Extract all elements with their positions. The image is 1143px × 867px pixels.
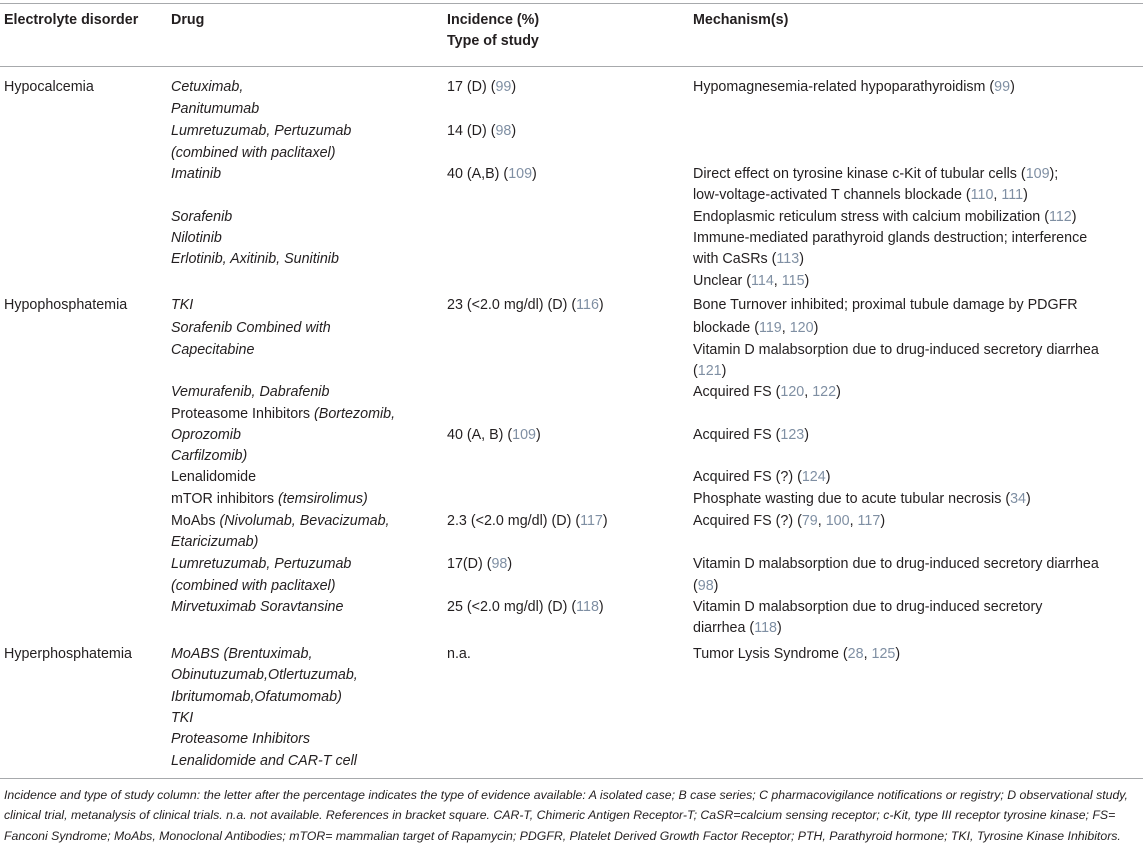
separator: , — [781, 320, 790, 336]
incidence-cell — [447, 425, 541, 446]
drug-cell: Cetuximab, — [171, 79, 244, 95]
reference-link[interactable]: 124 — [801, 469, 826, 485]
paren: ) — [1026, 491, 1031, 507]
paren: ( — [693, 363, 698, 379]
drug-cell: Oprozomib — [171, 427, 241, 443]
drug-cell: Capecitabine — [171, 342, 255, 358]
paren: ) — [598, 297, 604, 313]
drug-cell: Panitumumab — [171, 101, 260, 117]
incidence-cell — [447, 554, 512, 575]
incidence-text: 40 (A, B) ( — [447, 427, 513, 443]
drug-cell: Ibritumomab,Ofatumomab) — [171, 689, 342, 705]
incidence-text: 17 (D) ( — [447, 79, 496, 95]
drug-cell: (combined with paclitaxel) — [171, 578, 336, 594]
mechanism-cell — [693, 164, 1058, 185]
paren: ) — [799, 251, 804, 267]
paren: ) — [804, 427, 810, 443]
incidence-cell — [447, 295, 604, 316]
mechanism-cell: Immune-mediated parathyroid glands destruction; interference — [693, 230, 1088, 246]
header-drug: Drug — [171, 12, 205, 28]
mechanism-cell: Vitamin D malabsorption due to drug-induced secretory diarrhea — [693, 342, 1099, 358]
paren: ) — [1010, 79, 1015, 95]
header-incidence: Incidence (%) — [447, 12, 540, 28]
mechanism-text: low-voltage-activated T channels blockade ( — [693, 187, 971, 203]
mechanism-cell — [693, 382, 841, 403]
incidence-text: 40 (A,B) ( — [447, 166, 509, 182]
reference-link[interactable]: 121 — [697, 363, 722, 379]
mechanism-text: Phosphate wasting due to acute tubular necrosis ( — [693, 491, 1011, 507]
drug-cell: Lumretuzumab, Pertuzumab — [171, 123, 352, 139]
drug-names: (Bortezomib, — [314, 406, 396, 422]
reference-link[interactable]: 98 — [495, 123, 512, 139]
drug-cell: Carfilzomib) — [171, 448, 248, 464]
drug-cell: Lenalidomide and CAR-T cell — [171, 753, 357, 769]
drug-cell: Lumretuzumab, Pertuzumab — [171, 556, 352, 572]
disorder-hyperphosphatemia: Hyperphosphatemia — [4, 646, 132, 662]
paren: ) — [777, 620, 782, 636]
drug-cell: Obinutuzumab,Otlertuzumab, — [171, 667, 358, 683]
mechanism-text: Acquired FS ( — [693, 384, 781, 400]
incidence-cell: n.a. — [447, 646, 471, 662]
reference-link[interactable]: 117 — [580, 513, 603, 529]
mechanism-cell — [693, 467, 830, 488]
header-electrolyte-disorder: Electrolyte disorder — [4, 12, 139, 28]
drug-cell: Imatinib — [171, 166, 222, 182]
header-type-of-study: Type of study — [447, 33, 539, 49]
reference-link[interactable]: 34 — [1010, 491, 1027, 507]
drug-cell: (combined with paclitaxel) — [171, 145, 336, 161]
drug-cell: Mirvetuximab Soravtansine — [171, 599, 344, 615]
separator: , — [804, 384, 813, 400]
mechanism-text: Direct effect on tyrosine kinase c-Kit of tubular cells ( — [693, 166, 1026, 182]
paren: ) — [836, 384, 841, 400]
incidence-text: 23 (<2.0 mg/dl) (D) ( — [447, 297, 577, 313]
reference-link[interactable]: 113 — [776, 251, 800, 267]
mechanism-cell — [693, 618, 782, 639]
mechanism-cell: Vitamin D malabsorption due to drug-induced secretory — [693, 599, 1043, 615]
mechanism-cell — [693, 644, 900, 665]
separator: , — [773, 273, 782, 289]
drug-cell — [171, 511, 390, 532]
drug-cell: Sorafenib — [171, 209, 233, 225]
paren: ) — [598, 599, 604, 615]
mechanism-text: with CaSRs ( — [693, 251, 777, 267]
mechanism-cell — [693, 271, 809, 292]
reference-link[interactable]: 109 — [508, 166, 533, 182]
drug-cell: Erlotinib, Axitinib, Sunitinib — [171, 251, 339, 267]
paren: ) — [1071, 209, 1077, 225]
reference-link[interactable]: 79 — [801, 513, 818, 529]
mechanism-text: Unclear ( — [693, 273, 751, 289]
drug-class: MoAbs — [171, 513, 220, 529]
reference-link[interactable]: 99 — [994, 79, 1011, 95]
reference-link[interactable]: 112 — [1048, 209, 1072, 225]
drug-class: mTOR inhibitors — [171, 491, 278, 507]
drug-cell: TKI — [171, 297, 194, 313]
mechanism-text: Tumor Lysis Syndrome ( — [693, 646, 848, 662]
mechanism-cell — [693, 77, 1015, 98]
incidence-cell — [447, 121, 516, 142]
paren: ) — [511, 123, 517, 139]
mechanism-text: blockade ( — [693, 320, 759, 336]
drug-cell: Proteasome Inhibitors — [171, 731, 311, 747]
reference-link[interactable]: 123 — [780, 427, 805, 443]
incidence-text: 2.3 (<2.0 mg/dl) (D) ( — [447, 513, 581, 529]
drug-class: Proteasome Inhibitors — [171, 406, 315, 422]
table-footnote: Incidence and type of study column: the letter after the percentage indicates the type of evidence available: A isolated case; B case series; C pharmacovigilance notifications or registry; D observational study, clinical trial, metanalysis of clinical trials. n.a. not available. References in bracket square. CAR-T, Chimeric Antigen Receptor-T; CaSR=calcium sensing receptor; c-Kit, type III receptor tyrosine kinase; FS= Fanconi Syndrome; MoAbs, Monoclonal Antibodies; mTOR= mammalian target of Rapamycin; PDGFR, Platelet Derived Growth Factor Receptor; PTH, Parathyroid hormone; TKI, Tyrosine Kinase Inhibitors. — [4, 788, 1128, 843]
incidence-text: 25 (<2.0 mg/dl) (D) ( — [447, 599, 577, 615]
mechanism-text: Hypomagnesemia-related hypoparathyroidism ( — [693, 79, 995, 95]
paren: ) — [713, 578, 719, 594]
mechanism-cell — [693, 361, 726, 382]
disorder-hypophosphatemia: Hypophosphatemia — [4, 297, 128, 313]
reference-link[interactable]: 120 — [780, 384, 805, 400]
incidence-text: 17(D) ( — [447, 556, 492, 572]
separator: , — [849, 513, 858, 529]
paren: ) — [511, 79, 517, 95]
paren: ) — [825, 469, 831, 485]
incidence-cell — [447, 164, 537, 185]
drug-cell: MoABS (Brentuximab, — [171, 646, 313, 662]
reference-link[interactable]: 114 — [751, 273, 774, 289]
reference-link[interactable]: 118 — [754, 620, 777, 636]
reference-link[interactable]: 125 — [871, 646, 896, 662]
mechanism-cell — [693, 318, 818, 339]
mechanism-cell — [693, 511, 885, 532]
paren: ) — [895, 646, 901, 662]
reference-link[interactable]: 120 — [789, 320, 814, 336]
mechanism-cell — [693, 207, 1077, 228]
drug-cell — [171, 489, 368, 510]
reference-link[interactable]: 122 — [812, 384, 837, 400]
mechanism-text: Endoplasmic reticulum stress with calcium mobilization ( — [693, 209, 1049, 225]
reference-link[interactable]: 110 — [970, 187, 994, 203]
table-bottom-rule — [0, 778, 1143, 779]
table-top-rule — [0, 3, 1143, 4]
paren: ); — [1049, 166, 1059, 182]
mechanism-text: Acquired FS (?) ( — [693, 469, 802, 485]
separator: , — [993, 187, 1002, 203]
paren: ) — [602, 513, 608, 529]
paren: ) — [804, 273, 810, 289]
drug-cell: TKI — [171, 710, 194, 726]
drug-cell: Nilotinib — [171, 230, 222, 246]
header-bottom-rule — [0, 66, 1143, 67]
reference-link[interactable]: 119 — [758, 320, 782, 336]
reference-link[interactable]: 116 — [576, 297, 599, 313]
mechanism-cell — [693, 249, 804, 270]
reference-link[interactable]: 28 — [847, 646, 864, 662]
mechanism-text: Acquired FS ( — [693, 427, 781, 443]
paren: ) — [721, 363, 727, 379]
mechanism-cell — [693, 576, 718, 597]
incidence-cell — [447, 77, 516, 98]
reference-link[interactable]: 99 — [495, 79, 512, 95]
incidence-cell — [447, 597, 604, 618]
paren: ) — [536, 427, 541, 443]
separator: , — [817, 513, 826, 529]
paren: ) — [880, 513, 886, 529]
reference-link[interactable]: 115 — [781, 273, 805, 289]
incidence-cell — [447, 511, 608, 532]
paren: ) — [532, 166, 537, 182]
header-mechanisms: Mechanism(s) — [693, 12, 789, 28]
reference-link[interactable]: 109 — [1025, 166, 1050, 182]
drug-cell: Vemurafenib, Dabrafenib — [171, 384, 330, 400]
mechanism-text: diarrhea ( — [693, 620, 755, 636]
disorder-hypocalcemia: Hypocalcemia — [4, 79, 94, 95]
reference-link[interactable]: 117 — [857, 513, 881, 529]
drug-names: (Nivolumab, Bevacizumab, — [219, 513, 390, 529]
drug-cell: Lenalidomide — [171, 469, 257, 485]
mechanism-cell — [693, 185, 1028, 206]
reference-link[interactable]: 98 — [697, 578, 714, 594]
mechanism-text: Acquired FS (?) ( — [693, 513, 802, 529]
reference-link[interactable]: 109 — [512, 427, 537, 443]
reference-link[interactable]: 98 — [491, 556, 508, 572]
drug-cell — [171, 404, 395, 425]
mechanism-cell: Bone Turnover inhibited; proximal tubule damage by PDGFR — [693, 297, 1078, 313]
incidence-text: 14 (D) ( — [447, 123, 496, 139]
mechanism-cell — [693, 489, 1031, 510]
paren: ) — [813, 320, 819, 336]
paren: ) — [1023, 187, 1028, 203]
paren: ) — [507, 556, 513, 572]
reference-link[interactable]: 100 — [825, 513, 850, 529]
drug-names: (temsirolimus) — [278, 491, 368, 507]
mechanism-cell: Vitamin D malabsorption due to drug-induced secretory diarrhea — [693, 556, 1099, 572]
reference-link[interactable]: 118 — [576, 599, 599, 615]
separator: , — [863, 646, 872, 662]
reference-link[interactable]: 111 — [1001, 187, 1024, 203]
drug-cell: Etaricizumab) — [171, 534, 259, 550]
mechanism-cell — [693, 425, 809, 446]
paren: ( — [693, 578, 698, 594]
drug-cell: Sorafenib Combined with — [171, 320, 331, 336]
